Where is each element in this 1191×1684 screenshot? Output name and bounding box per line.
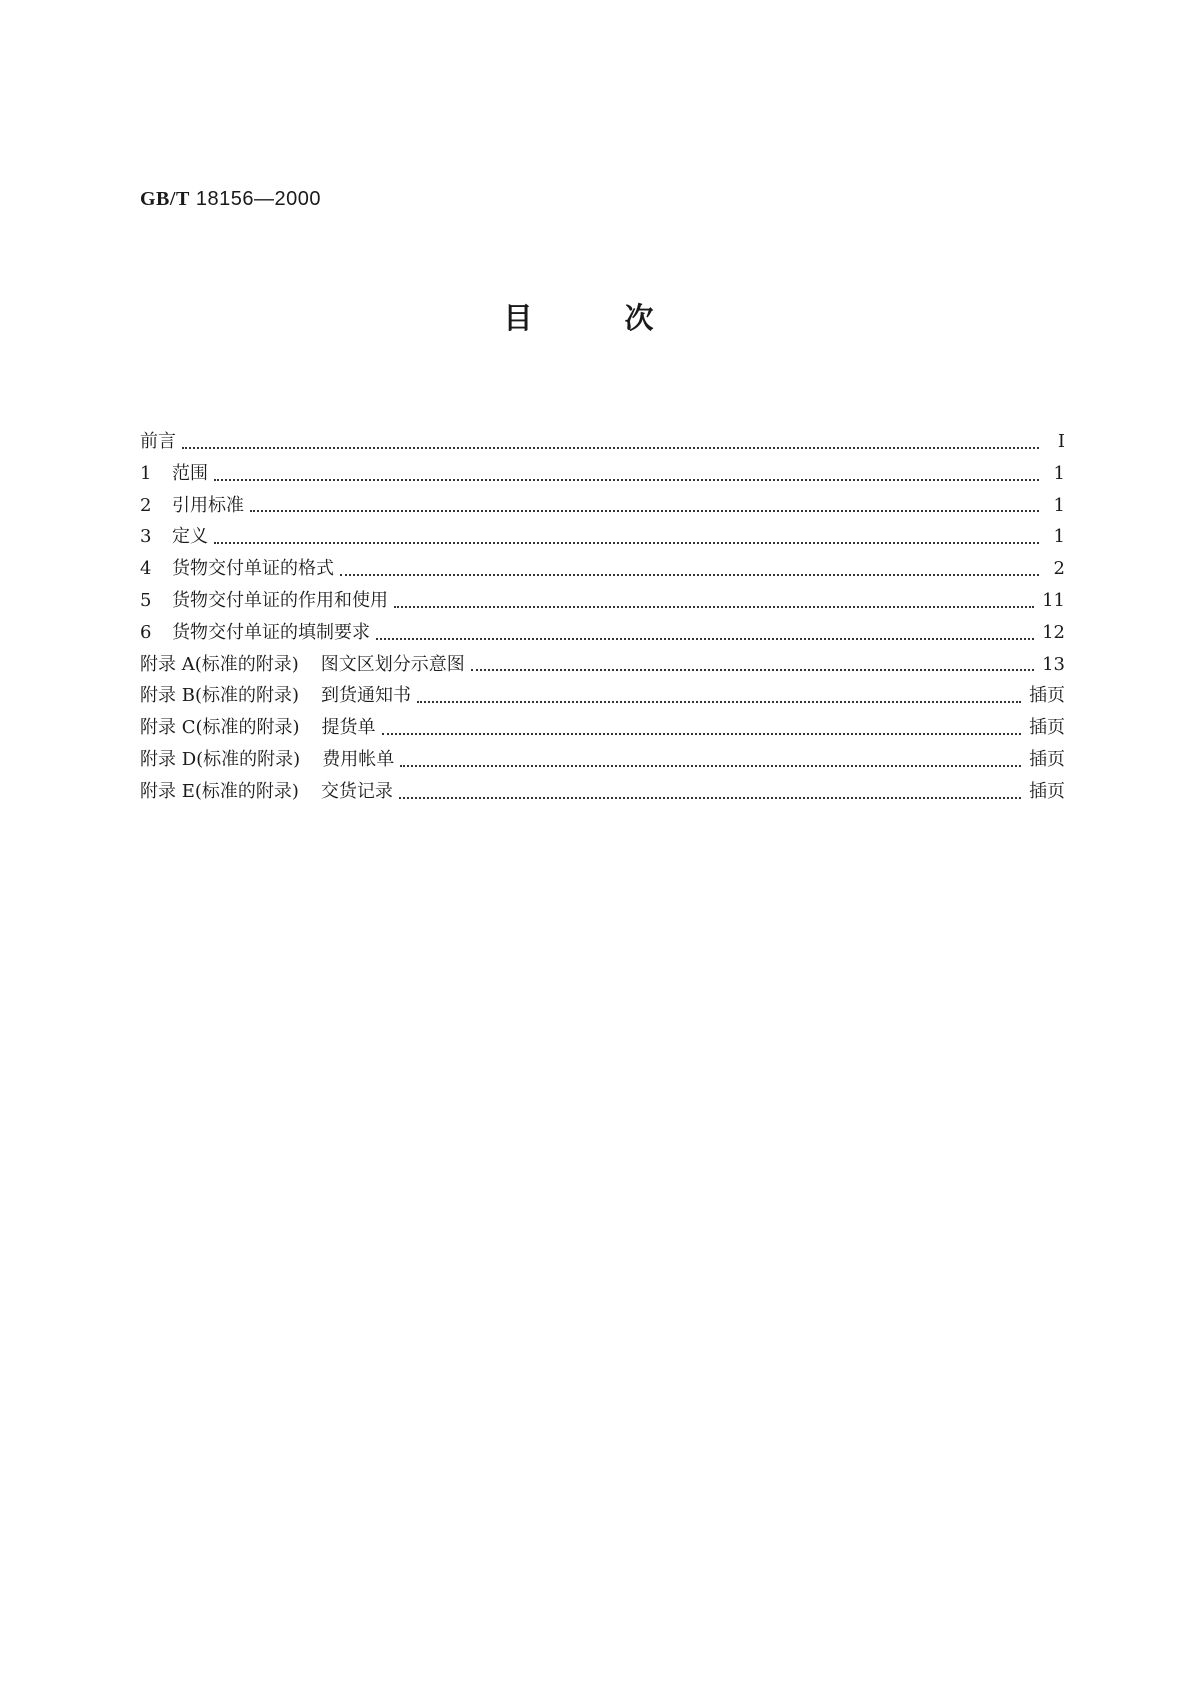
dot-leader bbox=[182, 436, 1039, 454]
toc-entry-label bbox=[140, 650, 471, 676]
dot-leader bbox=[250, 499, 1039, 517]
toc-entry-annex-b[interactable] bbox=[140, 681, 1065, 713]
toc-title: 目次 bbox=[503, 301, 746, 336]
toc-entry-page: 1 bbox=[1053, 462, 1065, 484]
annex-prefix: 附录 E(标准的附录) bbox=[140, 780, 299, 802]
standard-prefix: GB/T bbox=[140, 188, 190, 210]
toc-entry-foreword[interactable] bbox=[140, 427, 1065, 459]
toc-entry-page: 插页 bbox=[1029, 748, 1065, 770]
dot-leader bbox=[400, 754, 1021, 772]
annex-title: 交货记录 bbox=[320, 780, 393, 802]
toc-entry-label: 货物交付单证的格式 bbox=[172, 558, 334, 580]
dot-leader bbox=[376, 627, 1034, 645]
toc-entry-number: 3 bbox=[140, 526, 152, 548]
toc-entry-4[interactable] bbox=[140, 554, 1065, 586]
toc-entry-page: 插页 bbox=[1029, 685, 1065, 707]
toc-entry-annex-c[interactable] bbox=[140, 713, 1065, 745]
toc-entry-number: 6 bbox=[140, 621, 152, 643]
toc-list bbox=[140, 427, 1065, 809]
toc-entry-label bbox=[140, 745, 400, 771]
annex-prefix: 附录 A(标准的附录) bbox=[140, 653, 299, 675]
toc-entry-page: Ⅰ bbox=[1057, 431, 1065, 452]
dot-leader bbox=[214, 468, 1039, 486]
toc-entry-page: 12 bbox=[1042, 621, 1065, 643]
toc-entry-label: 货物交付单证的作用和使用 bbox=[172, 589, 388, 611]
toc-entry-label bbox=[140, 777, 399, 803]
annex-prefix: 附录 C(标准的附录) bbox=[140, 717, 300, 739]
toc-entry-annex-a[interactable] bbox=[140, 650, 1065, 682]
standard-number: 18156—2000 bbox=[195, 188, 321, 210]
annex-title: 提货单 bbox=[321, 717, 376, 739]
standard-code bbox=[140, 188, 321, 211]
toc-entry-page: 1 bbox=[1053, 494, 1065, 516]
toc-entry-5[interactable] bbox=[140, 586, 1065, 618]
toc-entry-label bbox=[140, 713, 382, 739]
toc-entry-number: 2 bbox=[140, 494, 152, 516]
annex-title: 费用帐单 bbox=[322, 748, 395, 770]
toc-entry-label: 引用标准 bbox=[172, 494, 244, 516]
toc-entry-2[interactable] bbox=[140, 491, 1065, 523]
toc-entry-page: 1 bbox=[1053, 526, 1065, 548]
annex-prefix: 附录 B(标准的附录) bbox=[140, 685, 299, 707]
toc-entry-page: 13 bbox=[1042, 653, 1065, 675]
toc-entry-label: 定义 bbox=[172, 526, 208, 548]
annex-title: 图文区划分示意图 bbox=[320, 653, 465, 675]
dot-leader bbox=[340, 563, 1039, 581]
toc-entry-number: 4 bbox=[140, 558, 152, 580]
annex-title: 到货通知书 bbox=[321, 685, 411, 707]
toc-entry-number: 1 bbox=[140, 462, 152, 484]
toc-entry-page: 插页 bbox=[1029, 717, 1065, 739]
toc-entry-label: 货物交付单证的填制要求 bbox=[172, 621, 370, 643]
toc-entry-3[interactable] bbox=[140, 522, 1065, 554]
toc-entry-page: 2 bbox=[1053, 558, 1065, 580]
dot-leader bbox=[399, 786, 1021, 804]
dot-leader bbox=[417, 690, 1021, 708]
toc-entry-1[interactable] bbox=[140, 459, 1065, 491]
toc-entry-label: 范围 bbox=[172, 462, 208, 484]
toc-entry-page: 11 bbox=[1042, 589, 1065, 611]
toc-entry-annex-e[interactable] bbox=[140, 777, 1065, 809]
toc-entry-label: 前言 bbox=[140, 431, 176, 452]
dot-leader bbox=[214, 531, 1039, 549]
dot-leader bbox=[394, 595, 1034, 613]
toc-entry-number: 5 bbox=[140, 589, 152, 611]
toc-entry-page: 插页 bbox=[1029, 780, 1065, 802]
dot-leader bbox=[471, 658, 1034, 676]
toc-entry-label bbox=[140, 681, 417, 707]
toc-entry-annex-d[interactable] bbox=[140, 745, 1065, 777]
annex-prefix: 附录 D(标准的附录) bbox=[140, 748, 301, 770]
toc-entry-6[interactable] bbox=[140, 618, 1065, 650]
dot-leader bbox=[382, 722, 1021, 740]
